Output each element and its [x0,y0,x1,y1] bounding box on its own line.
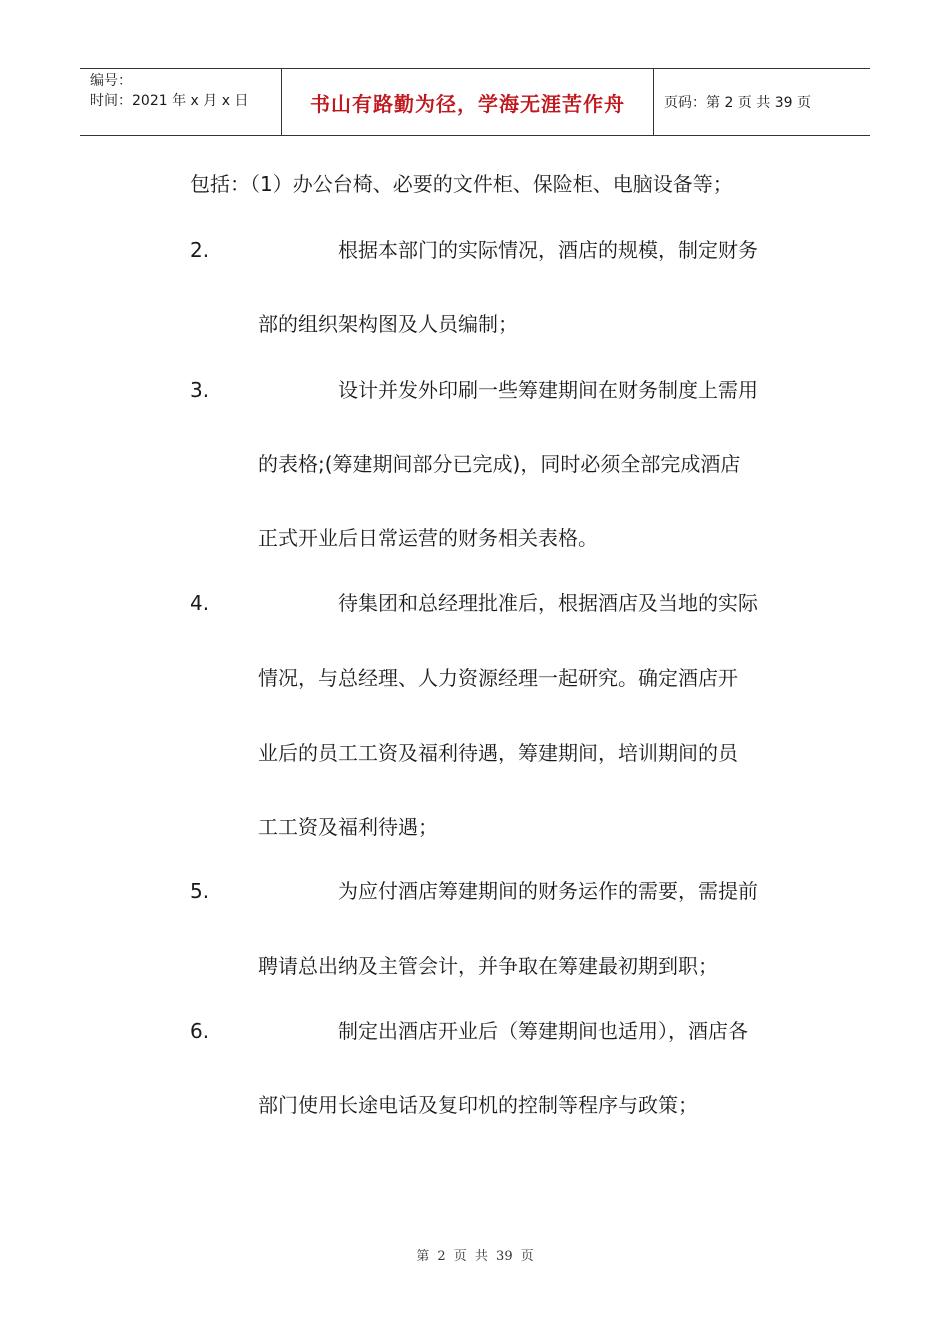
list-item-line: 设计并发外印刷一些筹建期间在财务制度上需用 [338,378,758,402]
list-item-line: 制定出酒店开业后（筹建期间也适用），酒店各 [338,1019,748,1043]
list-item-line: 部的组织架构图及人员编制； [258,312,518,336]
document-number-label: 编号： [90,73,132,89]
list-item-line: 工工资及福利待遇； [258,815,438,839]
document-date: 时间：2021 年 x 月 x 日 [90,93,249,109]
page-footer: 第 2 页 共 39 页 [416,1249,534,1264]
header-motto-cell [282,69,654,135]
list-item-line: 为应付酒店筹建期间的财务运作的需要，需提前 [338,879,758,903]
list-item-number: 5. [190,879,210,903]
intro-paragraph: 包括：（1）办公台椅、必要的文件柜、保险柜、电脑设备等； [190,172,733,196]
header-meta [80,69,282,135]
list-item-line: 聘请总出纳及主管会计，并争取在筹建最初期到职； [258,954,718,978]
header-page-info: 页码：第 2 页 共 39 页 [664,95,811,111]
list-item-number: 2. [190,238,210,262]
header-page-info-cell [654,69,870,135]
list-item-line: 的表格;(筹建期间部分已完成)，同时必须全部完成酒店 [258,452,741,476]
list-item-line: 根据本部门的实际情况，酒店的规模，制定财务 [338,238,758,262]
list-item-line: 正式开业后日常运营的财务相关表格。 [258,526,598,550]
list-item-number: 6. [190,1019,210,1043]
list-item-line: 待集团和总经理批准后，根据酒店及当地的实际 [338,591,758,615]
list-item-line: 情况，与总经理、人力资源经理一起研究。确定酒店开 [258,666,738,690]
list-item-line: 业后的员工工资及福利待遇，筹建期间，培训期间的员 [258,741,738,765]
list-item-number: 3. [190,378,210,402]
list-item-line: 部门使用长途电话及复印机的控制等程序与政策； [258,1093,698,1117]
header-motto: 书山有路勤为径，学海无涯苦作舟 [310,91,625,116]
page-header [80,68,870,136]
list-item-number: 4. [190,591,210,615]
